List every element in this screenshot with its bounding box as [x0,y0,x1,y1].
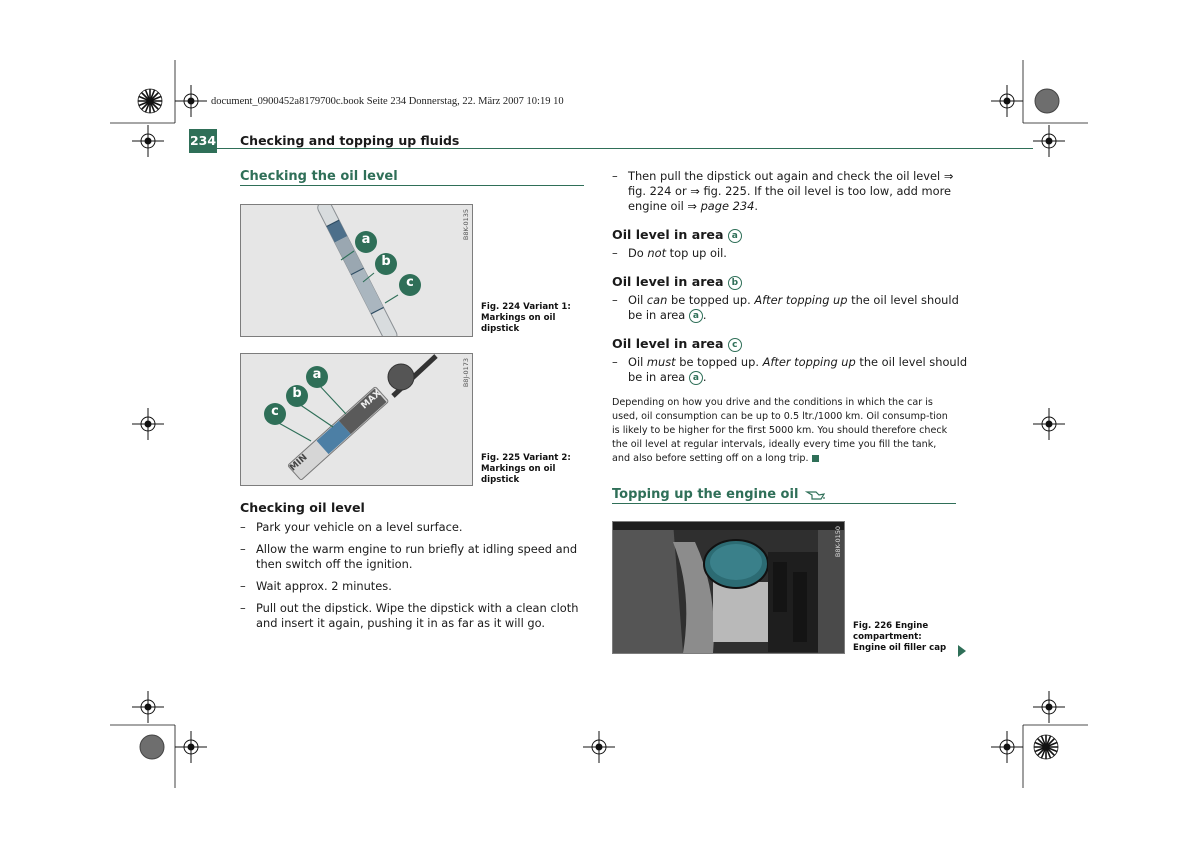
label-b: b [381,254,391,269]
continue-arrow-icon [958,645,966,657]
figure-224 [240,204,473,337]
figure-225-caption: Fig. 225 Variant 2: Markings on oil dipstick [481,453,571,485]
step-item: – Park your vehicle on a level surface. [240,520,463,534]
topping-up-title-rule [612,503,956,504]
oil-level-area-a-heading: Oil level in area a [612,227,742,243]
dipstick-min-marking: MIN [288,452,310,474]
figure-code: B8K-0135 [462,209,470,241]
header-rule [189,148,1033,149]
dipstick-illustration [241,205,472,336]
dipstick-illustration [241,354,472,485]
area-a-ref-badge: a [689,309,703,323]
oil-level-area-b-heading: Oil level in area b [612,274,742,290]
dipstick-max-marking: MAX [359,388,384,412]
oil-consumption-note: Depending on how you drive and the conditions in which the car is used, oil consumption can be up to 0.5 ltr./1000 km. Oil consump-tion is likely to be higher for the first 5000 km. You should therefore check the oil level at regular intervals, ideally every time you fill the tank, and also before setting off on a long trip. [612,397,948,464]
step-text: Pull out the dipstick. Wipe the dipstick with a clean cloth and insert it again, pushing it in as far as it will go. [256,601,579,630]
figure-code: B8K-0150 [834,526,842,558]
figure-224-caption: Fig. 224 Variant 1: Markings on oil dipstick [481,302,571,334]
figure-code: B8J-0173 [462,358,470,388]
area-b-badge: b [728,276,742,290]
figure-225 [240,353,473,486]
checking-oil-level-heading: Checking oil level [240,500,365,515]
page-number: 234 [189,129,217,153]
oil-level-area-c-heading: Oil level in area c [612,336,742,352]
intro-step: – Then pull the dipstick out again and check the oil level ⇒ fig. 224 or ⇒ fig. 225. If the oil level is too low, add more engine oil ⇒ page 234. [612,169,954,213]
area-b-instruction: – Oil can be topped up. After topping up the oil level should be in area a . [612,293,959,322]
step-text: Allow the warm engine to run briefly at idling speed and then switch off the ignition. [256,542,578,571]
label-c: c [406,275,414,290]
section-header: Checking and topping up fluids [240,133,460,148]
area-c-instruction: – Oil must be topped up. After topping up the oil level should be in area a . [612,355,968,384]
print-info: document_0900452a8179700c.book Seite 234 Donnerstag, 22. März 2007 10:19 10 [211,96,564,107]
section-title-rule [240,185,584,186]
engine-compartment-photo [613,522,844,653]
area-a-instruction: – Do not top up oil. [612,246,727,260]
step-text: Wait approx. 2 minutes. [256,579,392,593]
end-of-section-marker [812,455,819,462]
topping-up-title: Topping up the engine oil [612,487,825,502]
label-a: a [361,232,371,247]
area-a-badge: a [728,229,742,243]
oil-can-icon [805,489,825,501]
page-reference-link[interactable]: page 234 [700,199,755,213]
area-c-badge: c [728,338,742,352]
figure-226 [612,521,845,654]
figure-226-caption: Fig. 226 Engine compartment: Engine oil filler cap [853,621,947,653]
section-title: Checking the oil level [240,169,398,184]
label-b: b [292,386,302,401]
label-a: a [312,367,322,382]
step-text: Park your vehicle on a level surface. [256,520,463,534]
step-item: – Wait approx. 2 minutes. [240,579,392,593]
area-a-ref-badge: a [689,371,703,385]
label-c: c [271,404,279,419]
step-item: – Allow the warm engine to run briefly at idling speed and then switch off the ignition. [240,542,578,571]
step-item: – Pull out the dipstick. Wipe the dipstick with a clean cloth and insert it again, pushing it in as far as it will go. [240,601,579,630]
